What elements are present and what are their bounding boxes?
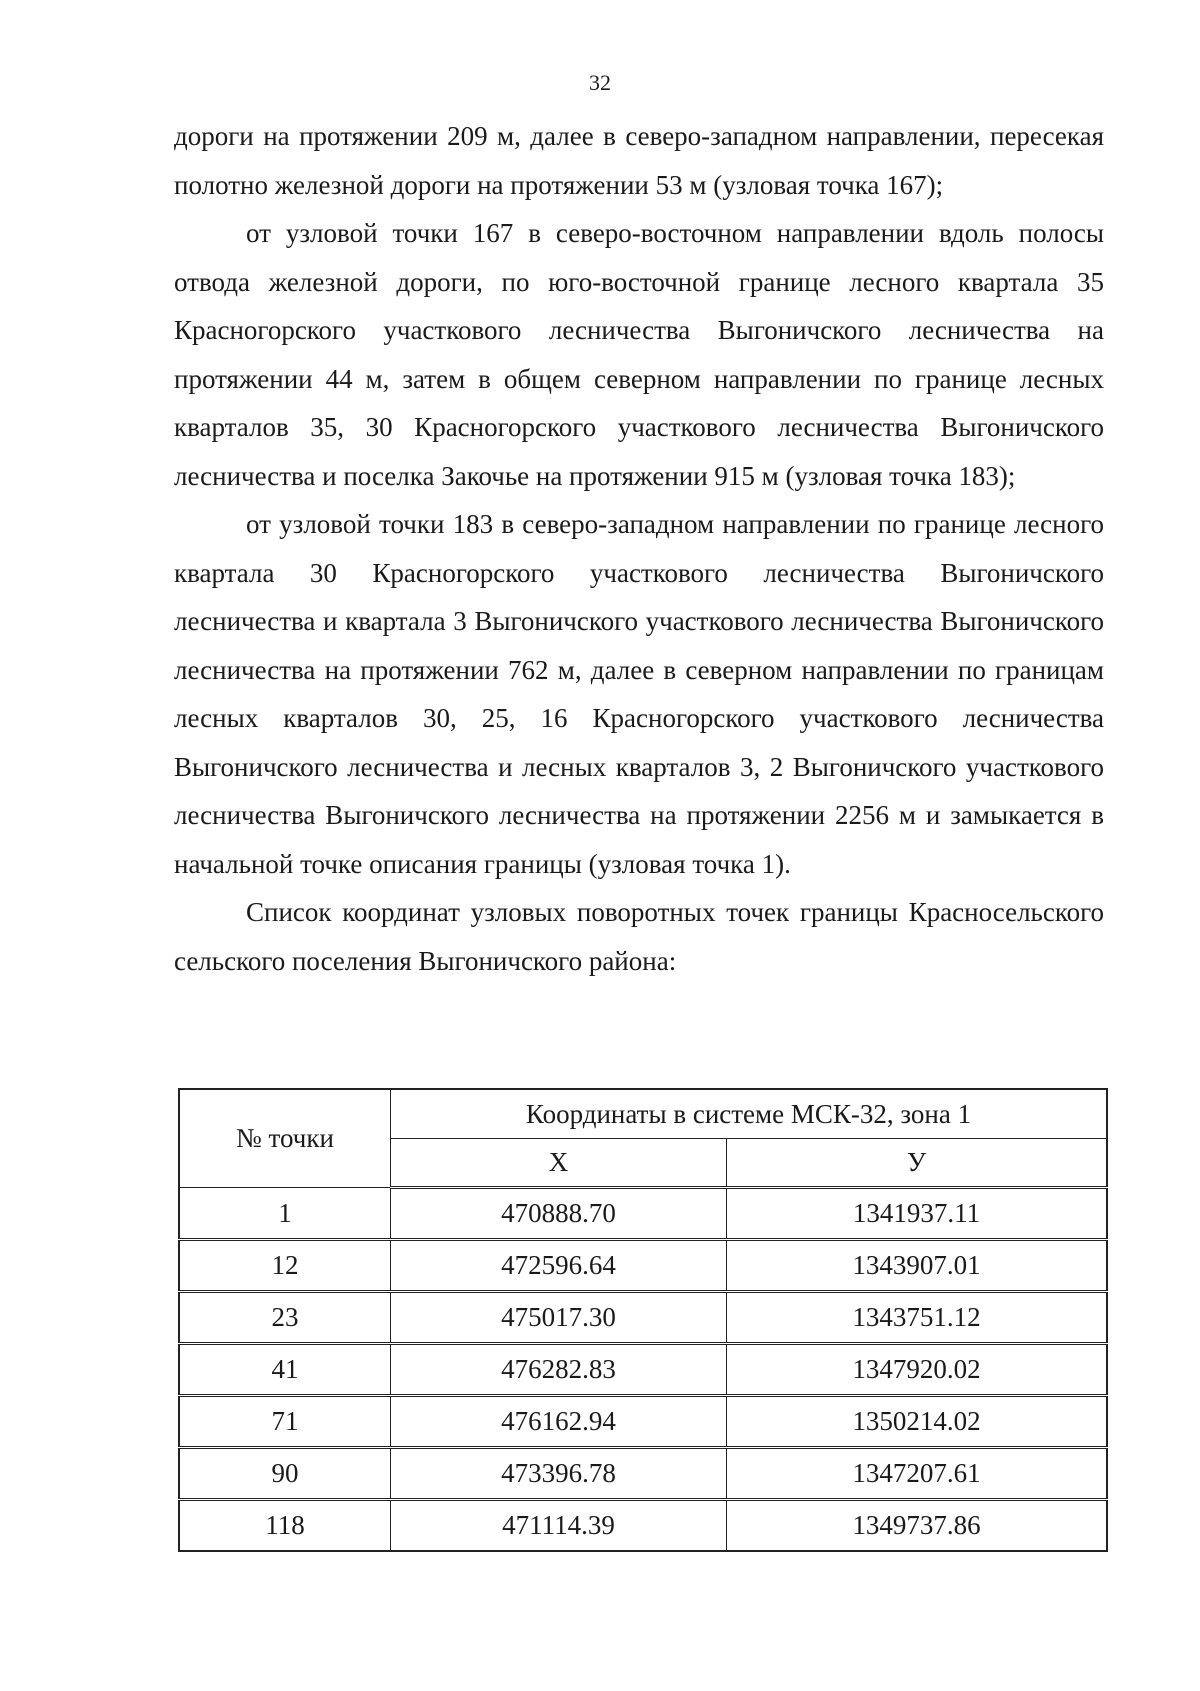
cell-point: 90 [179,1448,391,1500]
table-row [179,1188,1107,1240]
cell-y: 1347207.61 [727,1448,1108,1500]
cell-y: 1341937.11 [727,1188,1108,1240]
cell-x: 473396.78 [391,1448,727,1500]
cell-y: 1349737.86 [727,1500,1108,1552]
cell-y: 1350214.02 [727,1396,1108,1448]
table-row [179,1396,1107,1448]
header-coordinates-system: Координаты в системе МСК-32, зона 1 [391,1089,1108,1139]
cell-point: 23 [179,1292,391,1344]
page-number: 32 [589,70,611,95]
cell-y: 1343907.01 [727,1240,1108,1292]
cell-y: 1347920.02 [727,1344,1108,1396]
table-row [179,1448,1107,1500]
coordinates-table [178,1088,1108,1552]
cell-point: 118 [179,1500,391,1552]
cell-x: 471114.39 [391,1500,727,1552]
header-y: У [727,1139,1108,1188]
table-row [179,1240,1107,1292]
paragraph-coordinates-intro: Список координат узловых поворотных точек границы Красносельского сельского поселения Выгоничского района: [174,897,1104,976]
header-point-number: № точки [179,1089,391,1188]
paragraph-node-167: от узловой точки 167 в северо-восточном направлении вдоль полосы отвода железной дороги, по юго-восточной границе лесного квартала 35 Красногорского участкового лесничества Выгоничского лесничества на протяжении 44 м, затем в общем северном направлении по границе лесных кварталов 35, 30 Красногорского участкового лесничества Выгоничского лесничества и поселка Закочье на протяжении 915 м (узловая точка 183); [174,218,1104,491]
paragraph-continuation: дороги на протяжении 209 м, далее в северо-западном направлении, пересекая полотно железной дороги на протяжении 53 м (узловая точка 167); [174,121,1104,200]
table-row [179,1292,1107,1344]
cell-point: 12 [179,1240,391,1292]
table-row [179,1500,1107,1552]
cell-point: 41 [179,1344,391,1396]
cell-x: 476282.83 [391,1344,727,1396]
document-body [174,112,1104,985]
cell-point: 1 [179,1188,391,1240]
cell-x: 472596.64 [391,1240,727,1292]
cell-x: 476162.94 [391,1396,727,1448]
paragraph-node-183: от узловой точки 183 в северо-западном направлении по границе лесного квартала 30 Красногорского участкового лесничества Выгоничского лесничества и квартала 3 Выгоничского участкового лесничества Выгоничского лесничества на протяжении 762 м, далее в северном направлении по границам лесных кварталов 30, 25, 16 Красногорского участкового лесничества Выгоничского лесничества и лесных кварталов 3, 2 Выгоничского участкового лесничества Выгоничского лесничества на протяжении 2256 м и замыкается в начальной точке описания границы (узловая точка 1). [174,509,1104,879]
cell-x: 470888.70 [391,1188,727,1240]
cell-y: 1343751.12 [727,1292,1108,1344]
cell-point: 71 [179,1396,391,1448]
table-row [179,1344,1107,1396]
header-x: Х [391,1139,727,1188]
cell-x: 475017.30 [391,1292,727,1344]
